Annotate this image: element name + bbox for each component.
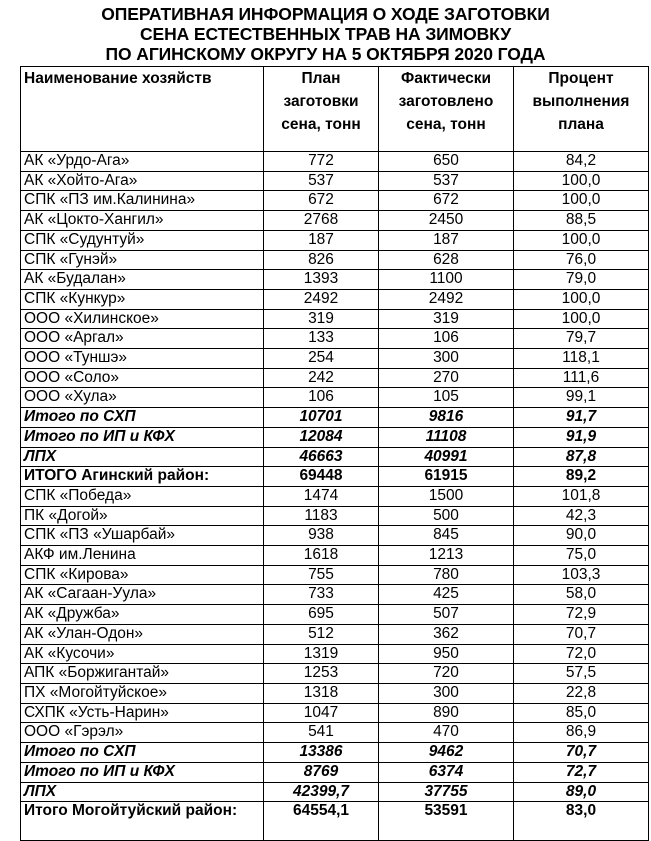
- farm-name-cell: ЛПХ: [21, 447, 264, 467]
- farm-name-cell: АПК «Боржигантай»: [21, 664, 264, 684]
- fact-cell: 106: [379, 329, 514, 349]
- table-row: [21, 664, 649, 684]
- plan-cell: 755: [264, 565, 379, 585]
- plan-cell: 1393: [264, 270, 379, 290]
- farm-name-cell: АК «Хойто-Ага»: [21, 171, 264, 191]
- fact-cell: 9816: [379, 408, 514, 428]
- table-row: [21, 585, 649, 605]
- percent-cell: 91,9: [514, 427, 649, 447]
- title-line-3: ПО АГИНСКОМУ ОКРУГУ НА 5 ОКТЯБРЯ 2020 ГОДА: [105, 44, 546, 64]
- plan-cell: 8769: [264, 762, 379, 782]
- percent-cell: 72,7: [514, 762, 649, 782]
- farm-name-cell: АК «Цокто-Хангил»: [21, 211, 264, 231]
- plan-cell: 12084: [264, 427, 379, 447]
- plan-cell: 672: [264, 191, 379, 211]
- farm-name-cell: ПХ «Могойтуйское»: [21, 683, 264, 703]
- plan-cell: 2768: [264, 211, 379, 231]
- plan-cell: 2492: [264, 289, 379, 309]
- percent-cell: 103,3: [514, 565, 649, 585]
- percent-cell: 72,9: [514, 605, 649, 625]
- table-row: [21, 427, 649, 447]
- percent-cell: 89,0: [514, 782, 649, 802]
- plan-cell: 541: [264, 723, 379, 743]
- fact-cell: 319: [379, 309, 514, 329]
- plan-cell: 695: [264, 605, 379, 625]
- percent-cell: 100,0: [514, 171, 649, 191]
- fact-cell: 780: [379, 565, 514, 585]
- fact-cell: 672: [379, 191, 514, 211]
- fact-cell: 37755: [379, 782, 514, 802]
- farm-name-cell: СПК «ПЗ «Ушарбай»: [21, 526, 264, 546]
- plan-cell: 13386: [264, 743, 379, 763]
- farm-name-cell: СПК «Победа»: [21, 486, 264, 506]
- plan-cell: 242: [264, 368, 379, 388]
- plan-cell: 1047: [264, 703, 379, 723]
- table-row: [21, 802, 649, 840]
- plan-cell: 1253: [264, 664, 379, 684]
- table-row: [21, 191, 649, 211]
- percent-cell: 99,1: [514, 388, 649, 408]
- fact-cell: 2492: [379, 289, 514, 309]
- table-row: [21, 546, 649, 566]
- table-row: [21, 467, 649, 487]
- percent-cell: 101,8: [514, 486, 649, 506]
- farm-name-cell: ООО «Хула»: [21, 388, 264, 408]
- fact-cell: 1100: [379, 270, 514, 290]
- plan-cell: 133: [264, 329, 379, 349]
- fact-cell: 9462: [379, 743, 514, 763]
- table-row: [21, 565, 649, 585]
- plan-cell: 826: [264, 250, 379, 270]
- percent-cell: 84,2: [514, 152, 649, 172]
- fact-cell: 507: [379, 605, 514, 625]
- table-row: [21, 703, 649, 723]
- farm-name-cell: Итого по ИП и КФХ: [21, 762, 264, 782]
- title-line-2: СЕНА ЕСТЕСТВЕННЫХ ТРАВ НА ЗИМОВКУ: [139, 24, 511, 44]
- fact-cell: 1213: [379, 546, 514, 566]
- farm-name-cell: АК «Кусочи»: [21, 644, 264, 664]
- fact-cell: 270: [379, 368, 514, 388]
- plan-cell: 319: [264, 309, 379, 329]
- plan-cell: 106: [264, 388, 379, 408]
- table-row: [21, 526, 649, 546]
- header-name: Наименование хозяйств: [21, 67, 264, 152]
- farm-name-cell: ПК «Догой»: [21, 506, 264, 526]
- percent-cell: 70,7: [514, 743, 649, 763]
- fact-cell: 720: [379, 664, 514, 684]
- table-row: [21, 230, 649, 250]
- plan-cell: 1474: [264, 486, 379, 506]
- plan-cell: 64554,1: [264, 802, 379, 840]
- table-row: [21, 388, 649, 408]
- farm-name-cell: СПК «Кункур»: [21, 289, 264, 309]
- farm-name-cell: АК «Будалан»: [21, 270, 264, 290]
- farm-name-cell: ООО «Соло»: [21, 368, 264, 388]
- plan-cell: 187: [264, 230, 379, 250]
- percent-cell: 91,7: [514, 408, 649, 428]
- percent-cell: 22,8: [514, 683, 649, 703]
- table-row: [21, 211, 649, 231]
- farm-name-cell: ООО «Туншэ»: [21, 349, 264, 369]
- fact-cell: 537: [379, 171, 514, 191]
- header-plan: План заготовки сена, тонн: [264, 67, 379, 152]
- farm-name-cell: АК «Сагаан-Уула»: [21, 585, 264, 605]
- table-row: [21, 368, 649, 388]
- table-row: [21, 782, 649, 802]
- farm-name-cell: ООО «Гэрэл»: [21, 723, 264, 743]
- header-fact: Фактически заготовлено сена, тонн: [379, 67, 514, 152]
- fact-cell: 500: [379, 506, 514, 526]
- percent-cell: 90,0: [514, 526, 649, 546]
- fact-cell: 845: [379, 526, 514, 546]
- percent-cell: 100,0: [514, 191, 649, 211]
- percent-cell: 100,0: [514, 230, 649, 250]
- table-row: [21, 743, 649, 763]
- farm-name-cell: АК «Урдо-Ага»: [21, 152, 264, 172]
- plan-cell: 733: [264, 585, 379, 605]
- table-body: [21, 152, 649, 841]
- table-row: [21, 289, 649, 309]
- table-row: [21, 349, 649, 369]
- fact-cell: 105: [379, 388, 514, 408]
- farm-name-cell: АКФ им.Ленина: [21, 546, 264, 566]
- fact-cell: 628: [379, 250, 514, 270]
- percent-cell: 88,5: [514, 211, 649, 231]
- percent-cell: 85,0: [514, 703, 649, 723]
- plan-cell: 1618: [264, 546, 379, 566]
- document-title: [0, 4, 651, 64]
- farm-name-cell: ИТОГО Агинский район:: [21, 467, 264, 487]
- table-row: [21, 270, 649, 290]
- farm-name-cell: ООО «Хилинское»: [21, 309, 264, 329]
- farm-name-cell: Итого по ИП и КФХ: [21, 427, 264, 447]
- percent-cell: 75,0: [514, 546, 649, 566]
- percent-cell: 86,9: [514, 723, 649, 743]
- plan-cell: 772: [264, 152, 379, 172]
- percent-cell: 118,1: [514, 349, 649, 369]
- fact-cell: 187: [379, 230, 514, 250]
- fact-cell: 300: [379, 683, 514, 703]
- fact-cell: 53591: [379, 802, 514, 840]
- percent-cell: 83,0: [514, 802, 649, 840]
- table-row: [21, 683, 649, 703]
- percent-cell: 100,0: [514, 289, 649, 309]
- farm-name-cell: СПК «Гунэй»: [21, 250, 264, 270]
- fact-cell: 11108: [379, 427, 514, 447]
- table-row: [21, 408, 649, 428]
- table-row: [21, 605, 649, 625]
- plan-cell: 10701: [264, 408, 379, 428]
- fact-cell: 1500: [379, 486, 514, 506]
- percent-cell: 70,7: [514, 624, 649, 644]
- fact-cell: 6374: [379, 762, 514, 782]
- farm-name-cell: ООО «Аргал»: [21, 329, 264, 349]
- percent-cell: 87,8: [514, 447, 649, 467]
- plan-cell: 537: [264, 171, 379, 191]
- plan-cell: 938: [264, 526, 379, 546]
- table-header-row: [21, 67, 649, 152]
- farm-name-cell: Итого по СХП: [21, 743, 264, 763]
- farm-name-cell: АК «Дружба»: [21, 605, 264, 625]
- table-row: [21, 644, 649, 664]
- plan-cell: 512: [264, 624, 379, 644]
- farm-name-cell: СХПК «Усть-Нарин»: [21, 703, 264, 723]
- plan-cell: 1319: [264, 644, 379, 664]
- farm-name-cell: АК «Улан-Одон»: [21, 624, 264, 644]
- percent-cell: 111,6: [514, 368, 649, 388]
- plan-cell: 1318: [264, 683, 379, 703]
- farm-name-cell: СПК «Судунтуй»: [21, 230, 264, 250]
- farm-name-cell: Итого Могойтуйский район:: [21, 802, 264, 840]
- percent-cell: 79,7: [514, 329, 649, 349]
- percent-cell: 76,0: [514, 250, 649, 270]
- hay-harvest-table: [20, 66, 649, 841]
- table-row: [21, 152, 649, 172]
- table-row: [21, 309, 649, 329]
- plan-cell: 254: [264, 349, 379, 369]
- percent-cell: 89,2: [514, 467, 649, 487]
- farm-name-cell: Итого по СХП: [21, 408, 264, 428]
- fact-cell: 890: [379, 703, 514, 723]
- fact-cell: 300: [379, 349, 514, 369]
- table-row: [21, 506, 649, 526]
- plan-cell: 42399,7: [264, 782, 379, 802]
- farm-name-cell: СПК «Кирова»: [21, 565, 264, 585]
- table-row: [21, 624, 649, 644]
- percent-cell: 72,0: [514, 644, 649, 664]
- farm-name-cell: ЛПХ: [21, 782, 264, 802]
- table-row: [21, 486, 649, 506]
- farm-name-cell: СПК «ПЗ им.Калинина»: [21, 191, 264, 211]
- fact-cell: 425: [379, 585, 514, 605]
- table-row: [21, 762, 649, 782]
- percent-cell: 100,0: [514, 309, 649, 329]
- percent-cell: 79,0: [514, 270, 649, 290]
- fact-cell: 40991: [379, 447, 514, 467]
- table-row: [21, 723, 649, 743]
- fact-cell: 950: [379, 644, 514, 664]
- fact-cell: 650: [379, 152, 514, 172]
- percent-cell: 42,3: [514, 506, 649, 526]
- plan-cell: 69448: [264, 467, 379, 487]
- fact-cell: 61915: [379, 467, 514, 487]
- table-row: [21, 447, 649, 467]
- table-row: [21, 250, 649, 270]
- plan-cell: 1183: [264, 506, 379, 526]
- percent-cell: 58,0: [514, 585, 649, 605]
- table-row: [21, 329, 649, 349]
- table-row: [21, 171, 649, 191]
- plan-cell: 46663: [264, 447, 379, 467]
- percent-cell: 57,5: [514, 664, 649, 684]
- fact-cell: 470: [379, 723, 514, 743]
- header-percent: Процент выполнения плана: [514, 67, 649, 152]
- fact-cell: 2450: [379, 211, 514, 231]
- title-line-1: ОПЕРАТИВНАЯ ИНФОРМАЦИЯ О ХОДЕ ЗАГОТОВКИ: [101, 4, 550, 24]
- fact-cell: 362: [379, 624, 514, 644]
